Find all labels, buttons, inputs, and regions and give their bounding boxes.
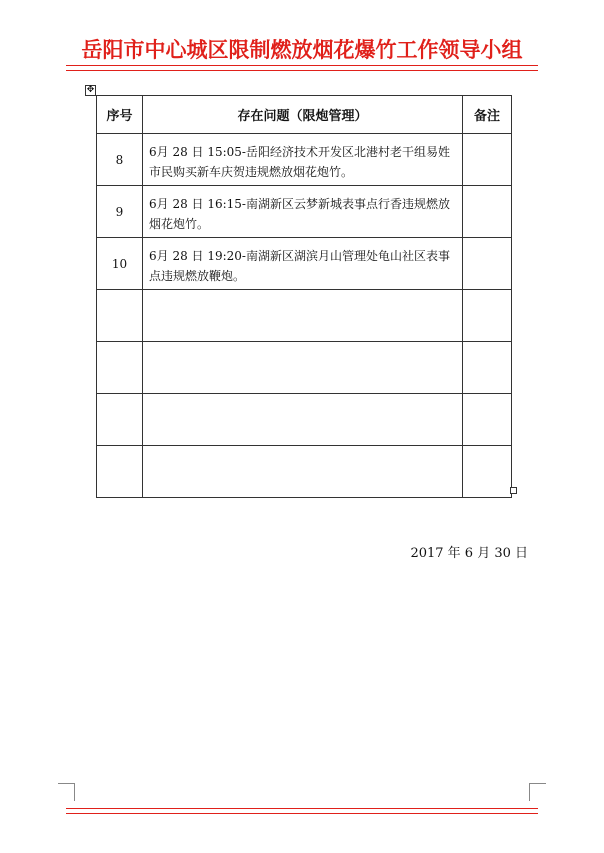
- row-issue: [143, 290, 463, 342]
- table-row: [97, 342, 512, 394]
- document-date: 2017 年 6 月 30 日: [410, 546, 528, 561]
- row-issue: [143, 238, 463, 290]
- row-issue: [143, 394, 463, 446]
- header-rule-bottom: [66, 70, 538, 71]
- row-issue: [143, 446, 463, 498]
- row-issue-text: 6月 28 日 19:20-南湖新区湖滨月山管理处龟山社区表事点违规燃放鞭炮。: [149, 249, 450, 283]
- row-note: [463, 342, 512, 394]
- header-title: 岳阳市中心城区限制燃放烟花爆竹工作领导小组: [81, 38, 523, 62]
- row-issue: [143, 134, 463, 186]
- table-move-handle-icon[interactable]: ✥: [86, 85, 95, 95]
- issues-table: [96, 95, 512, 498]
- row-issue-text: 6月 28 日 16:15-南湖新区云梦新城表事点行香违规燃放烟花炮竹。: [149, 197, 450, 231]
- column-header-number: 序号: [97, 96, 143, 134]
- table-row: [97, 186, 512, 238]
- row-issue: [143, 186, 463, 238]
- table-row: [97, 290, 512, 342]
- row-number: [97, 394, 143, 446]
- table-row: [97, 134, 512, 186]
- column-header-issue: 存在问题（限炮管理）: [143, 96, 463, 134]
- crop-mark-left-vertical: [74, 783, 75, 801]
- row-note: [463, 290, 512, 342]
- row-issue: [143, 342, 463, 394]
- row-number: [97, 446, 143, 498]
- footer-rule-bottom: [66, 813, 538, 814]
- row-note: [463, 394, 512, 446]
- table-resize-handle-icon[interactable]: [510, 487, 517, 494]
- table-row: [97, 446, 512, 498]
- table-header-row: [97, 96, 512, 134]
- crop-mark-left-horizontal: [58, 783, 75, 784]
- crop-mark-right-vertical: [529, 783, 530, 801]
- crop-mark-right-horizontal: [529, 783, 546, 784]
- row-number: 8: [97, 134, 143, 186]
- table-row: [97, 238, 512, 290]
- row-number: 10: [97, 238, 143, 290]
- row-note: [463, 134, 512, 186]
- row-issue-text: 6月 28 日 15:05-岳阳经济技术开发区北港村老干组易姓市民购买新车庆贺违规燃放烟花炮竹。: [149, 145, 450, 179]
- table-row: [97, 394, 512, 446]
- row-number: [97, 342, 143, 394]
- column-header-note: 备注: [463, 96, 512, 134]
- header-rule-top: [66, 65, 538, 66]
- row-note: [463, 186, 512, 238]
- footer-rule-top: [66, 808, 538, 809]
- row-note: [463, 446, 512, 498]
- row-number: 9: [97, 186, 143, 238]
- row-note: [463, 238, 512, 290]
- row-number: [97, 290, 143, 342]
